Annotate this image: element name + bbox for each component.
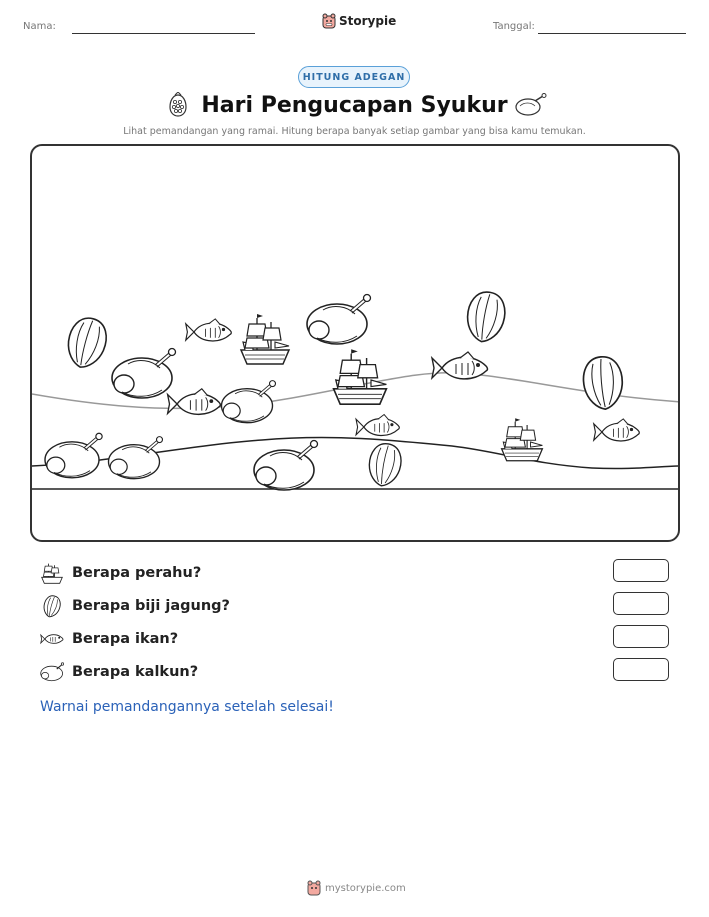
coloring-note: Warnai pemandangannya setelah selesai! xyxy=(40,699,334,715)
question-text: Berapa ikan? xyxy=(72,631,179,647)
question-text: Berapa biji jagung? xyxy=(72,598,230,614)
fish-icon xyxy=(40,627,64,651)
corn-kernel xyxy=(63,314,111,372)
turkey xyxy=(112,349,176,399)
question-boats xyxy=(40,561,201,585)
fish xyxy=(186,319,232,341)
turkey-icon xyxy=(40,660,64,684)
date-field[interactable] xyxy=(538,33,686,34)
fish xyxy=(594,419,640,441)
storypie-mascot-icon xyxy=(307,880,321,896)
answer-box-boats[interactable] xyxy=(613,559,669,582)
activity-badge: HITUNG ADEGAN xyxy=(298,66,410,88)
ship xyxy=(241,314,289,364)
brand-name: Storypie xyxy=(339,14,397,28)
counting-scene xyxy=(30,144,680,542)
fish xyxy=(356,415,399,436)
turkey xyxy=(307,295,371,345)
page-title: Hari Pengucapan Syukur xyxy=(201,93,508,118)
fish xyxy=(432,352,488,379)
corn-kernel xyxy=(582,355,625,411)
turkey xyxy=(109,437,163,479)
question-corn xyxy=(40,594,230,618)
scene-drawing xyxy=(32,146,680,542)
corn-kernel-icon xyxy=(40,594,64,618)
answer-box-turkey[interactable] xyxy=(613,658,669,681)
ship xyxy=(502,418,543,461)
storypie-mascot-icon xyxy=(322,13,336,29)
date-label: Tanggal: xyxy=(493,21,535,32)
footer-url[interactable]: mystorypie.com xyxy=(325,882,406,894)
question-turkey xyxy=(40,660,198,684)
answer-box-fish[interactable] xyxy=(613,625,669,648)
corn-kernel xyxy=(366,441,404,488)
storypie-logo xyxy=(322,13,396,29)
turkey xyxy=(45,433,102,478)
question-text: Berapa kalkun? xyxy=(72,664,199,680)
turkey xyxy=(254,441,318,491)
fish xyxy=(168,389,221,415)
corn-kernel xyxy=(463,289,508,345)
name-field[interactable] xyxy=(72,33,255,34)
question-text: Berapa perahu? xyxy=(72,565,202,581)
ship xyxy=(334,349,387,404)
answer-box-corn[interactable] xyxy=(613,592,669,615)
ship-icon xyxy=(40,561,64,585)
turkey xyxy=(222,381,276,423)
instructions: Lihat pemandangan yang ramai. Hitung berapa banyak setiap gambar yang bisa kamu temukan. xyxy=(123,126,586,137)
name-label: Nama: xyxy=(23,21,56,32)
roast-turkey-icon xyxy=(513,92,547,118)
footer xyxy=(307,880,406,896)
question-fish xyxy=(40,627,178,651)
